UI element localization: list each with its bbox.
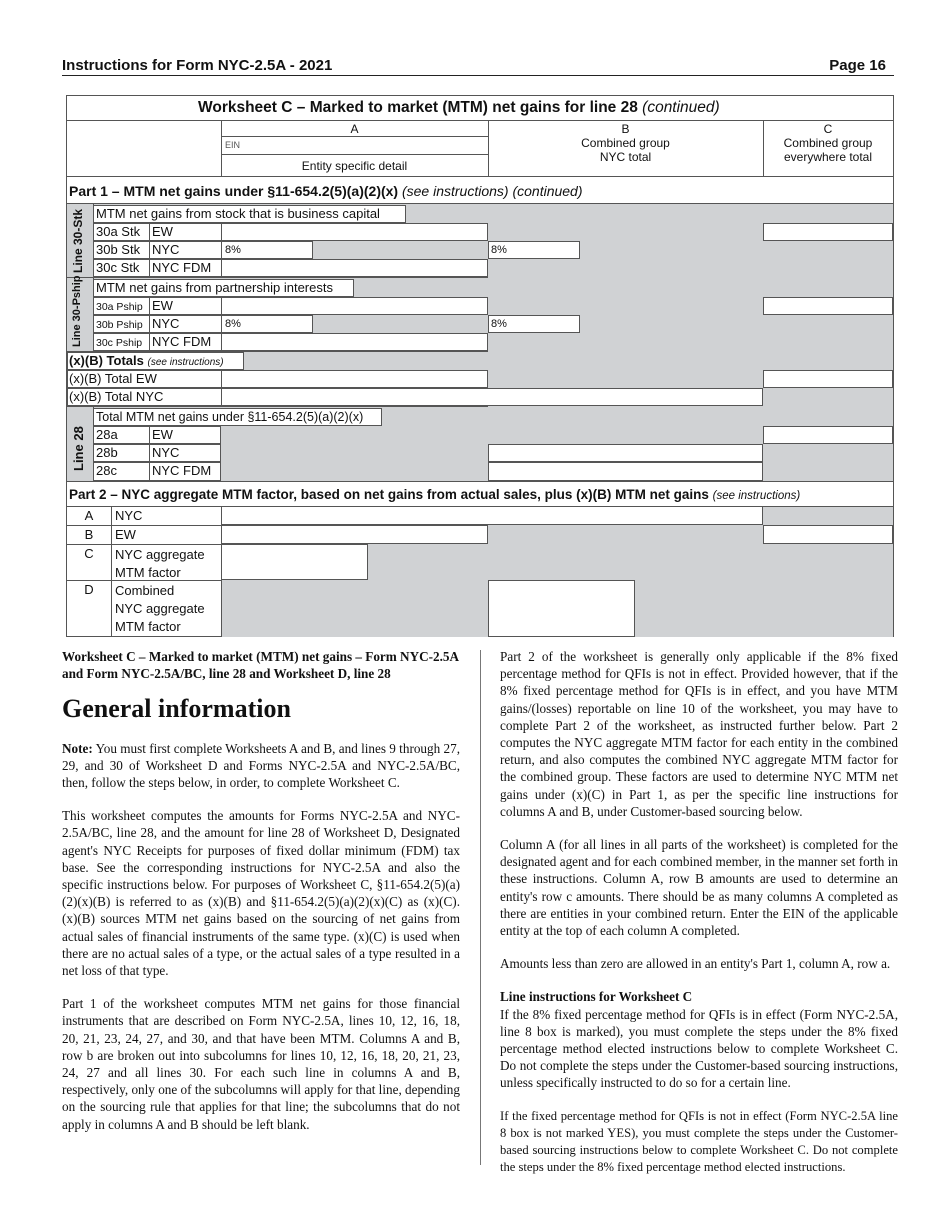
p2-row-b: B xyxy=(84,527,94,542)
stk-side-label: Line 30-Stk xyxy=(71,208,85,273)
row-30c-pship-fdm: NYC FDM xyxy=(152,334,212,349)
xb-totals-label: (x)(B) Totals (see instructions) xyxy=(69,353,224,368)
p2-row-b-c xyxy=(763,525,893,544)
row-28a: 28a xyxy=(96,427,118,442)
rule xyxy=(93,406,94,481)
p2-row-d: D xyxy=(84,582,94,597)
rule xyxy=(67,506,893,507)
row-28c: 28c xyxy=(96,463,117,478)
part2-title: Part 2 – NYC aggregate MTM factor, based on net gains from actual sales, plus (x)(B) MTM net gains (see instructions) xyxy=(69,487,801,502)
part1-title: Part 1 – MTM net gains under §11-654.2(5)(a)(2)(x) (see instructions) (continued) xyxy=(69,183,583,199)
rule xyxy=(67,120,893,121)
rule xyxy=(67,544,221,545)
col-a-header: A xyxy=(350,122,359,136)
p2-row-b-label: EW xyxy=(115,527,136,542)
row-28b: 28b xyxy=(96,445,118,460)
p2-row-a: A xyxy=(84,508,94,523)
rule xyxy=(221,136,488,137)
p2-row-d-b xyxy=(488,580,635,637)
row-30a-pship: 30a Pship xyxy=(96,301,143,313)
rule xyxy=(221,154,488,155)
rule xyxy=(67,525,221,526)
rule xyxy=(221,297,222,351)
if-not-paragraph: If the fixed percentage method for QFIs is not in effect (Form NYC-2.5A line 8 box is not marked YES), you must complete the steps under the Customer-based sourcing instructions below to complete Worksheet C. Do not complete the steps under the 8% fixed percentage method elected instructions. xyxy=(500,1108,898,1175)
col-c-header: C Combined group everywhere total xyxy=(783,122,873,164)
right-column xyxy=(500,648,898,1192)
row-30c-stk: 30c Stk xyxy=(96,260,140,275)
rule xyxy=(221,506,222,637)
row-30b-stk: 30b Stk xyxy=(96,242,141,257)
rule xyxy=(221,370,222,406)
line-instructions-heading: Line instructions for Worksheet C xyxy=(500,989,693,1005)
general-information-heading: General information xyxy=(62,694,291,724)
left-column xyxy=(62,648,460,1149)
row-30a-stk: 30a Stk xyxy=(96,224,141,239)
p2-row-a-label: NYC xyxy=(115,508,143,523)
part1-paragraph: Part 1 of the worksheet computes MTM net gains for those financial instruments that are described on Form NYC-2.5A, lines 10, 12, 16, 18, 20, 21, 23, 24, 27, and 30, and that have been MTM. Columns A and B, row b are broken out into subcolumns for lines 10, 12, 16, 18, 20, 21, 23, 24, 27 and all lines 30. For each such line in columns A and B, respectively, only one of the subcolumns will apply for that line, depending on the sourcing rule that applies for that line; the subcolumns that do not apply in columns A and B should be left blank. xyxy=(62,996,460,1132)
rule xyxy=(67,406,488,407)
rule xyxy=(93,203,94,351)
page-header xyxy=(62,56,894,76)
entity-detail-label: Entity specific detail xyxy=(301,159,408,173)
row-28c-b xyxy=(488,462,763,481)
pct-b-stk: 8% xyxy=(491,244,507,256)
pct-a-pship: 8% xyxy=(225,318,241,330)
row-28b-nyc: NYC xyxy=(152,445,180,460)
row-30b-pship: 30b Pship xyxy=(96,319,143,331)
p2-row-b-a xyxy=(221,525,488,544)
row-28a-ew: EW xyxy=(152,427,173,442)
row-30c-pship: 30c Pship xyxy=(96,337,143,349)
this-worksheet-paragraph: This worksheet computes the amounts for Forms NYC-2.5A and NYC-2.5A/BC, line 28, and the amount for line 28 of Worksheet D, Designated agent's NYC Receipts for purposes of fixed dollar minimum (FDM) tax base. See the corresponding instructions for NYC-2.5A and also the specific instructions below. For purposes of Worksheet C, §11-654.2(5)(a)(2)(x)(B) is referred to as (x)(B) and §11-654.2(5)(a)(2)(x)(C) as (x)(C). (x)(B) sources MTM net gains based on the sourcing of net gains from actual sales of financial instruments of the same type. (x)(C) is used when there are no actual sales of a type, or the actual sales of a type resulted in a net loss of that type. xyxy=(62,808,460,979)
rule xyxy=(149,426,150,481)
rule xyxy=(67,95,893,96)
rule xyxy=(67,277,488,278)
p2-row-c-a xyxy=(221,544,368,580)
row-30c-stk-fdm: NYC FDM xyxy=(152,260,212,275)
xb-total-ew-c xyxy=(763,370,893,388)
pct-a-stk: 8% xyxy=(225,244,241,256)
rule xyxy=(149,223,150,277)
xb-total-nyc-ab xyxy=(67,388,763,406)
rule xyxy=(67,203,893,204)
p2-row-c-label: NYC aggregate MTM factor xyxy=(115,547,205,580)
rule xyxy=(221,223,222,277)
rule xyxy=(67,176,893,177)
row-30a-stk-ew: EW xyxy=(152,224,173,239)
part2-paragraph: Part 2 of the worksheet is generally only applicable if the 8% fixed percentage method for QFIs is not in effect. Provided however, that if the 8% fixed percentage method for QFIs is in effect, and you have MTM gains/(losses) reportable on line 10 of the worksheet, you may have to complete Part 2 of the worksheet, as instructed further below. Part 2 computes the NYC aggregate MTM factor for each entity in the combined return, and also computes the combined NYC aggregate MTM factor for the combined group. These factors are used to determine NYC MTM net gains under (x)(C) in Part 1, as per the specific line instructions for columns A and B, under Customer-based sourcing below. xyxy=(500,649,898,819)
if-8pct-paragraph: If the 8% fixed percentage method for QFIs is in effect (Form NYC-2.5A, line 8 box is marked), you must complete the steps under the 8% fixed percentage method elected instructions below to complete Worksheet C. Do not complete the steps under the Customer-based sourcing instructions, unless specifically instructed to do so for a certain line. xyxy=(500,1006,898,1091)
ein-label: EIN xyxy=(225,140,241,150)
rule xyxy=(111,506,112,637)
row-28c-fdm: NYC FDM xyxy=(152,463,212,478)
col-b-header: B Combined group NYC total xyxy=(581,122,670,164)
worksheet-c-heading: Worksheet C – Marked to market (MTM) net gains – Form NYC-2.5A and Form NYC-2.5A/BC, line 28 and Worksheet D, line 28 xyxy=(62,649,459,682)
rule xyxy=(67,481,893,482)
pct-b-pship: 8% xyxy=(491,318,507,330)
xb-total-ew: (x)(B) Total EW xyxy=(69,371,157,386)
amounts-paragraph: Amounts less than zero are allowed in an entity's Part 1, column A, row a. xyxy=(500,956,891,972)
l28-label: Total MTM net gains under §11-654.2(5)(a)(2)(x) xyxy=(96,410,364,424)
worksheet-title: Worksheet C – Marked to market (MTM) net gains for line 28 (continued) xyxy=(198,99,720,116)
row-30b-pship-nyc: NYC xyxy=(152,316,180,331)
page-number: Page 16 xyxy=(829,57,886,74)
pship-side-label: Line 30-Pship xyxy=(71,275,83,347)
stk-label: MTM net gains from stock that is business capital xyxy=(96,206,380,221)
row-30a-pship-c xyxy=(763,297,893,315)
xb-total-nyc: (x)(B) Total NYC xyxy=(69,389,164,404)
column-a-paragraph: Column A (for all lines in all parts of the worksheet) is completed for the designated agent and for each combined member, in the manner set forth in these instructions. Column A, row B amounts are used to determine an entity's row c amounts. There should be as many columns A completed as there are entities in your combined return. Enter the EIN of the applicable entity at the top of each column A completed. xyxy=(500,837,898,939)
worksheet-c-table xyxy=(66,95,894,637)
form-title: Instructions for Form NYC-2.5A - 2021 xyxy=(62,57,333,74)
row-30a-stk-c xyxy=(763,223,893,241)
row-28a-c xyxy=(763,426,893,444)
note-paragraph: Note: You must first complete Worksheets A and B, and lines 9 through 27, 29, and 30 of Worksheet D and Forms NYC-2.5A and NYC-2.5A/BC, then, follow the steps below, in order, to complete Worksheet C. xyxy=(62,740,460,791)
p2-row-a-ab xyxy=(221,506,763,525)
row-28b-b xyxy=(488,444,763,462)
rule xyxy=(149,297,150,351)
column-divider xyxy=(480,650,481,1165)
p2-row-c: C xyxy=(84,546,94,561)
rule xyxy=(67,351,488,352)
pship-label: MTM net gains from partnership interests xyxy=(96,280,333,295)
row-30a-pship-ew: EW xyxy=(152,298,173,313)
p2-row-d-label: Combined NYC aggregate MTM factor xyxy=(115,583,205,634)
row-30b-stk-nyc: NYC xyxy=(152,242,180,257)
line28-side-label: Line 28 xyxy=(71,426,86,471)
